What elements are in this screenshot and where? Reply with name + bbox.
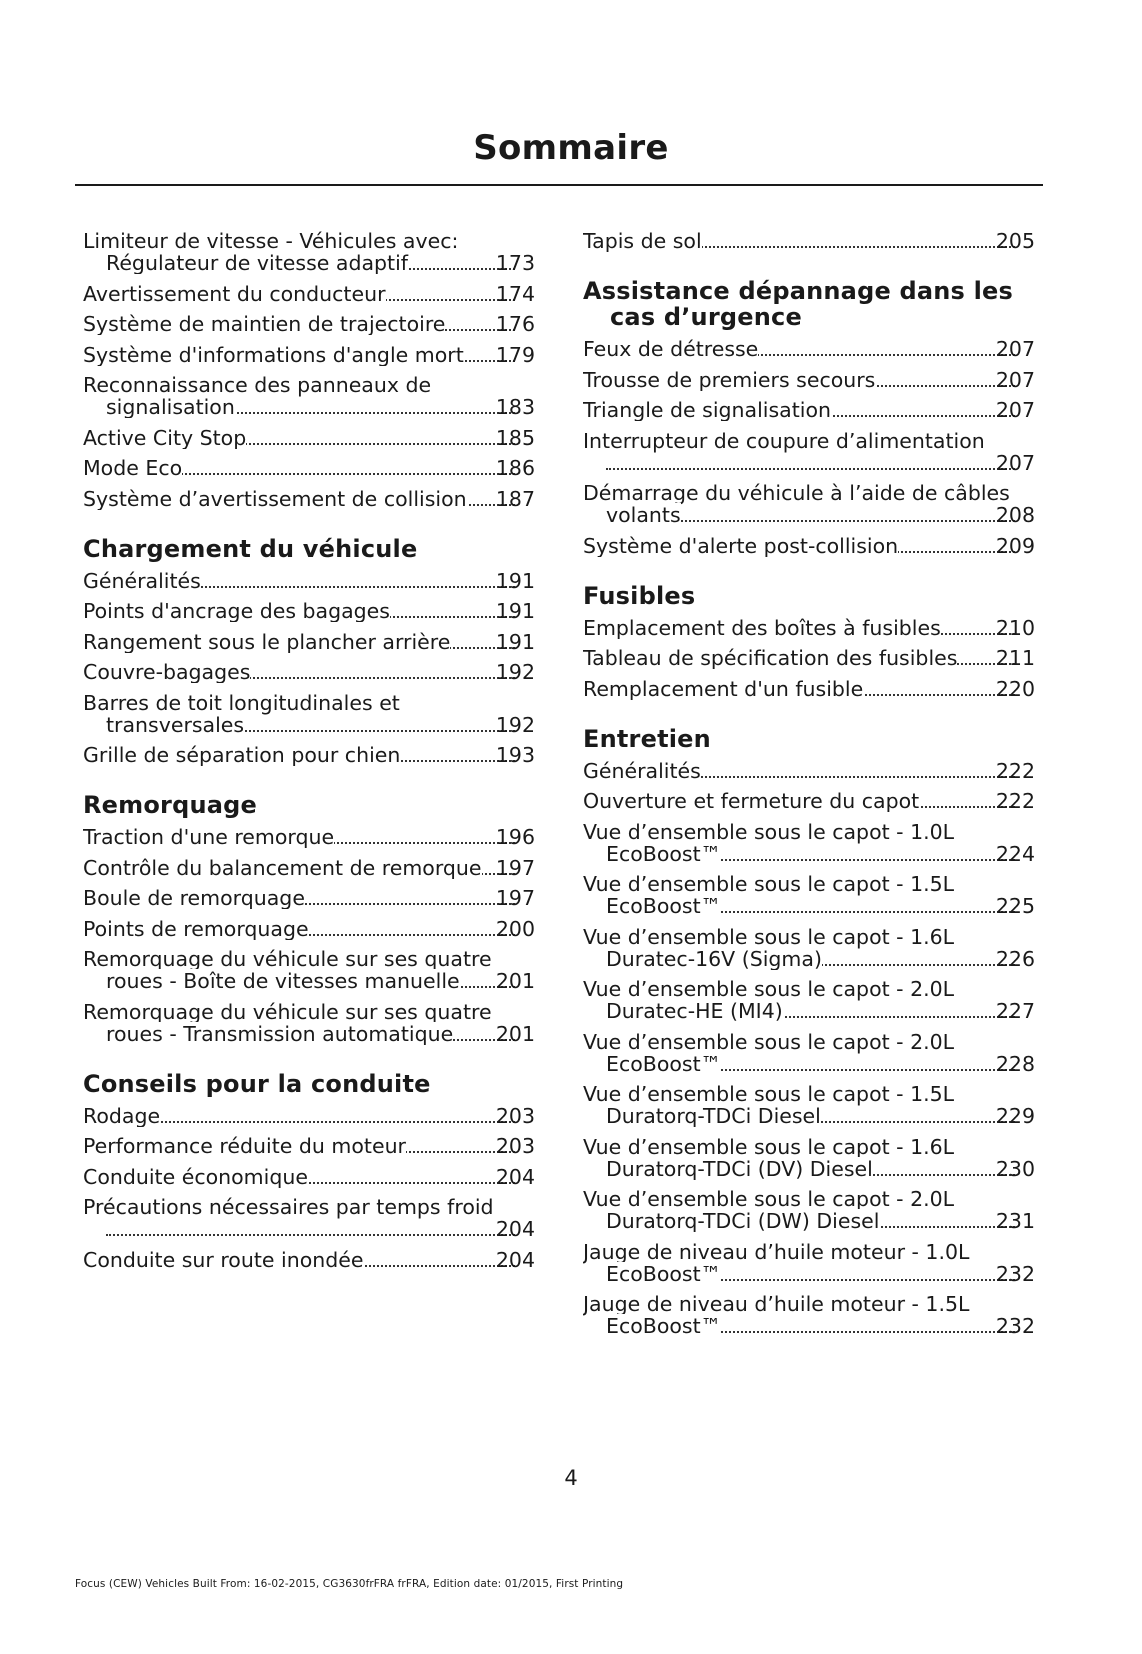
toc-entry[interactable]: [83, 283, 535, 305]
toc-entry-label: Performance réduite du moteur: [83, 1135, 406, 1157]
section-heading: Remorquage: [83, 791, 258, 819]
toc-entry-label: Vue d’ensemble sous le capot - 2.0L EcoBoost™: [583, 1030, 955, 1075]
toc-entry[interactable]: [583, 338, 1035, 360]
toc-right-column: [583, 230, 1035, 1363]
toc-entry-label: Système d'alerte post-collision: [583, 534, 899, 557]
toc-entry[interactable]: [83, 344, 535, 366]
toc-entry[interactable]: [583, 647, 1035, 669]
toc-entry-page: 183: [495, 395, 535, 418]
toc-entry-label: Contrôle du balancement de remorque: [83, 856, 482, 879]
toc-entry[interactable]: [583, 399, 1035, 421]
toc-entry-label: Rangement sous le plancher arrière: [83, 630, 451, 653]
toc-entry-page: 222: [995, 759, 1035, 782]
toc-entry[interactable]: [83, 570, 535, 592]
toc-entry[interactable]: [83, 744, 535, 766]
title-divider: [75, 184, 1043, 186]
toc-entry[interactable]: [83, 918, 535, 940]
toc-section: [583, 583, 1035, 700]
section-heading: Entretien: [583, 724, 711, 753]
toc-entry-label: Barres de toit longitudinales et transversales: [83, 691, 400, 736]
toc-entry[interactable]: [83, 313, 535, 335]
toc-entry[interactable]: [583, 1031, 1035, 1075]
toc-entry-label: Système de maintien de trajectoire: [83, 313, 446, 335]
toc-entry[interactable]: [583, 1293, 1035, 1337]
toc-entry-label: Rodage: [83, 1104, 161, 1127]
toc-entry[interactable]: [83, 857, 535, 879]
toc-entry-page: 176: [495, 313, 535, 335]
toc-entry-page: 191: [495, 600, 535, 622]
toc-entry-label: Vue d’ensemble sous le capot - 1.5L EcoBoost™: [583, 873, 955, 917]
toc-entry-label: Remorquage du véhicule sur ses quatre roues - Transmission automatique: [83, 1000, 492, 1045]
toc-entry-page: 232: [995, 1261, 1035, 1285]
toc-entry-label: Reconnaissance des panneaux de signalisation: [83, 374, 432, 418]
toc-entry-page: 210: [995, 616, 1035, 639]
toc-entry[interactable]: [83, 826, 535, 848]
toc-entry-page: 224: [995, 841, 1035, 865]
toc-entry-page: 197: [495, 856, 535, 879]
toc-entry-page: 207: [995, 368, 1035, 391]
toc-entry-page: 186: [495, 457, 535, 479]
toc-entry[interactable]: [83, 1249, 535, 1271]
toc-entry[interactable]: [583, 926, 1035, 970]
toc-entry[interactable]: [83, 1105, 535, 1127]
toc-entry-label: Points de remorquage: [83, 917, 309, 940]
toc-section: [83, 792, 535, 1045]
toc-entry-page: 187: [495, 487, 535, 510]
toc-entry[interactable]: [83, 1166, 535, 1188]
toc-entry[interactable]: [83, 488, 535, 510]
toc-entry-page: 228: [995, 1051, 1035, 1075]
toc-entry-page: 226: [995, 946, 1035, 970]
toc-entry[interactable]: [583, 790, 1035, 812]
toc-entry[interactable]: [83, 948, 535, 992]
toc-entry-label: Trousse de premiers secours: [583, 368, 876, 391]
toc-entry-page: 200: [495, 917, 535, 940]
toc-entry-page: 196: [495, 826, 535, 848]
toc-entry-page: 220: [995, 677, 1035, 700]
toc-section: [83, 536, 535, 767]
toc-entry[interactable]: [83, 374, 535, 418]
toc-entry[interactable]: [83, 457, 535, 479]
toc-entry-page: 229: [995, 1104, 1035, 1127]
toc-entry-label: Tableau de spécification des fusibles: [583, 647, 958, 669]
toc-entry[interactable]: [83, 1135, 535, 1157]
toc-entry-label: Active City Stop: [83, 426, 247, 449]
toc-entry-label: Feux de détresse: [583, 338, 759, 360]
toc-entry[interactable]: [83, 661, 535, 683]
toc-entry-label: Vue d’ensemble sous le capot - 2.0L Duratec-HE (MI4): [583, 978, 955, 1022]
page-title: Sommaire: [473, 128, 669, 168]
toc-entry-label: Conduite économique: [83, 1165, 308, 1188]
toc-entry-label: Démarrage du véhicule à l’aide de câbles volants: [583, 482, 1010, 526]
toc-entry[interactable]: [583, 978, 1035, 1022]
toc-entry-label: Ouverture et fermeture du capot: [583, 790, 920, 812]
section-heading: Fusibles: [583, 581, 696, 610]
toc-entry[interactable]: [583, 617, 1035, 639]
toc-entry-label: Jauge de niveau d’huile moteur - 1.0L EcoBoost™: [583, 1240, 970, 1285]
toc-entry-label: Remorquage du véhicule sur ses quatre roues - Boîte de vitesses manuelle: [83, 948, 492, 992]
dot-leader: [106, 1234, 535, 1236]
toc-entry[interactable]: [583, 1083, 1035, 1127]
toc-entry-label: Vue d’ensemble sous le capot - 1.5L Duratorq-TDCi Diesel: [583, 1083, 955, 1127]
toc-entry-page: 173: [495, 251, 535, 274]
toc-entry-page: 203: [495, 1104, 535, 1127]
toc-entry-label: Limiteur de vitesse - Véhicules avec: Régulateur de vitesse adaptif: [83, 230, 459, 274]
toc-entry[interactable]: [583, 873, 1035, 917]
toc-entry-page: 201: [495, 1021, 535, 1045]
toc-entry-label: Précautions nécessaires par temps froid: [83, 1196, 494, 1219]
toc-entry[interactable]: [583, 678, 1035, 700]
toc-entry-page: 222: [995, 790, 1035, 812]
toc-entry-label: Vue d’ensemble sous le capot - 1.6L Duratec-16V (Sigma): [583, 925, 955, 970]
toc-entry-label: Emplacement des boîtes à fusibles: [583, 616, 941, 639]
toc-entry-page: 227: [995, 999, 1035, 1022]
toc-entry-page: 231: [995, 1209, 1035, 1232]
toc-entry-page: 207: [995, 399, 1035, 421]
toc-entry-label: Triangle de signalisation: [583, 399, 832, 421]
toc-entry-page: 204: [495, 1217, 535, 1240]
toc-entry-label: Généralités: [583, 759, 701, 782]
toc-entry[interactable]: [83, 230, 535, 274]
toc-entry-label: Traction d'une remorque: [83, 826, 335, 848]
toc-entry-page: 193: [495, 744, 535, 766]
toc-entry-page: 192: [495, 712, 535, 736]
toc-section: [83, 230, 535, 510]
toc-entry-page: 174: [495, 282, 535, 305]
toc-entry-label: Boule de remorquage: [83, 887, 305, 909]
toc-entry-page: 209: [995, 534, 1035, 557]
toc-entry-label: Avertissement du conducteur: [83, 282, 386, 305]
toc-entry-page: 211: [995, 647, 1035, 669]
toc-entry-label: Interrupteur de coupure d’alimentation: [583, 429, 985, 453]
toc-entry[interactable]: [583, 535, 1035, 557]
toc-section: [583, 230, 1035, 252]
toc-section: [83, 1071, 535, 1271]
toc-entry-page: 201: [495, 969, 535, 992]
toc-section: [583, 726, 1035, 1338]
toc-entry-page: 204: [495, 1165, 535, 1188]
toc-entry[interactable]: [583, 821, 1035, 865]
section-heading: Assistance dépannage dans les cas d’urgence: [583, 277, 1013, 331]
toc-entry[interactable]: [583, 1188, 1035, 1232]
toc-entry-label: Jauge de niveau d’huile moteur - 1.5L EcoBoost™: [583, 1293, 970, 1337]
toc-entry[interactable]: [83, 427, 535, 449]
toc-entry-page: 197: [495, 887, 535, 909]
page-number: 4: [564, 1466, 578, 1490]
toc-section: [583, 278, 1035, 557]
toc-entry[interactable]: [83, 1001, 535, 1045]
section-heading: Conseils pour la conduite: [83, 1069, 431, 1098]
toc-entry-label: Conduite sur route inondée: [83, 1248, 364, 1271]
toc-entry-page: 232: [995, 1314, 1035, 1337]
toc-entry[interactable]: [83, 887, 535, 909]
section-heading: Chargement du véhicule: [83, 534, 418, 563]
toc-entry[interactable]: [583, 1241, 1035, 1285]
toc-entry-page: 230: [995, 1156, 1035, 1180]
toc-entry-page: 207: [995, 338, 1035, 360]
toc-entry-label: Vue d’ensemble sous le capot - 2.0L Duratorq-TDCi (DW) Diesel: [583, 1188, 955, 1232]
footer-edition-info: Focus (CEW) Vehicles Built From: 16-02-2015, CG3630frFRA frFRA, Edition date: 01/2015, First Printing: [75, 1578, 624, 1590]
toc-entry-page: 185: [495, 426, 535, 449]
toc-entry[interactable]: [583, 760, 1035, 782]
toc-entry[interactable]: [583, 482, 1035, 526]
toc-entry[interactable]: [83, 631, 535, 653]
dot-leader: [106, 1121, 535, 1123]
toc-entry-page: 205: [995, 230, 1035, 252]
toc-entry-page: 179: [495, 343, 535, 366]
toc-entry-label: Points d'ancrage des bagages: [83, 600, 390, 622]
toc-entry[interactable]: [583, 230, 1035, 252]
toc-entry-label: Mode Eco: [83, 457, 183, 479]
toc-entry-page: 225: [995, 894, 1035, 917]
toc-entry[interactable]: [583, 369, 1035, 391]
toc-entry-label: Remplacement d'un fusible: [583, 677, 864, 700]
toc-entry-label: Vue d’ensemble sous le capot - 1.6L Duratorq-TDCi (DV) Diesel: [583, 1135, 955, 1180]
toc-entry-page: 191: [495, 630, 535, 653]
toc-entry-page: 192: [495, 661, 535, 683]
toc-entry[interactable]: [83, 600, 535, 622]
dot-leader: [606, 468, 1035, 470]
toc-entry-label: Tapis de sol: [583, 230, 702, 252]
toc-entry-label: Grille de séparation pour chien: [83, 744, 401, 766]
toc-entry-page: 203: [495, 1135, 535, 1157]
toc-entry-page: 207: [995, 450, 1035, 474]
toc-entry[interactable]: [83, 1196, 535, 1240]
toc-entry[interactable]: [583, 1136, 1035, 1180]
toc-entry-page: 204: [495, 1248, 535, 1271]
toc-entry-label: Vue d’ensemble sous le capot - 1.0L EcoBoost™: [583, 820, 955, 865]
toc-left-column: [83, 230, 535, 1297]
toc-entry-label: Système d’avertissement de collision: [83, 487, 467, 510]
toc-entry[interactable]: [83, 692, 535, 736]
toc-entry[interactable]: [583, 430, 1035, 474]
toc-entry-label: Couvre-bagages: [83, 661, 251, 683]
toc-entry-label: Généralités: [83, 569, 201, 592]
toc-entry-label: Système d'informations d'angle mort: [83, 343, 464, 366]
toc-entry-page: 191: [495, 569, 535, 592]
toc-entry-page: 208: [995, 503, 1035, 526]
